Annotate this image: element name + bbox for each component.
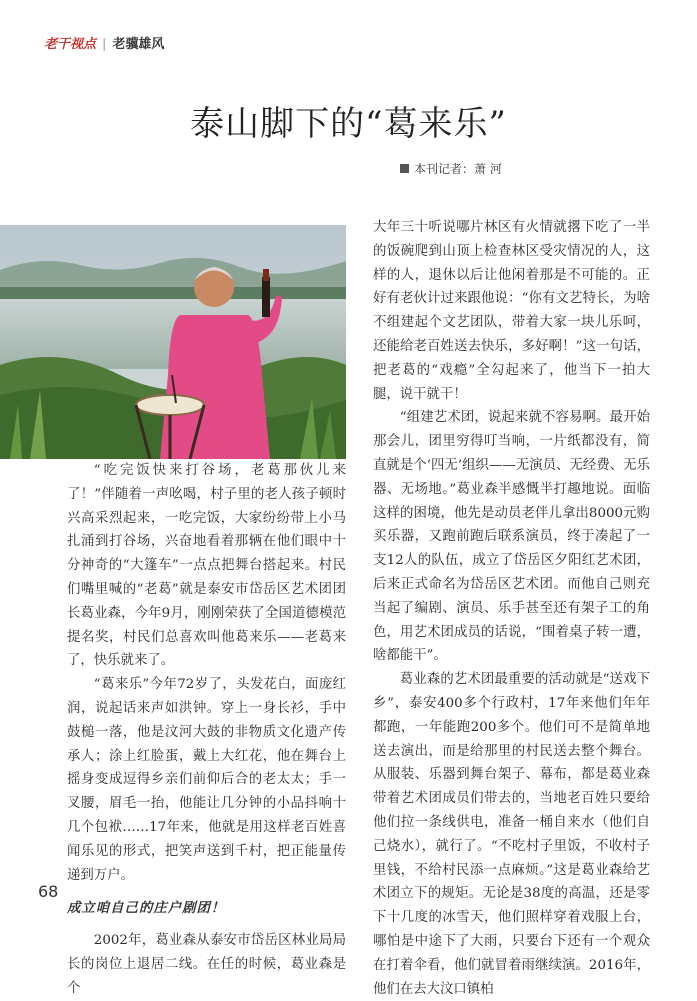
header-separator: | [102, 37, 107, 52]
left-paragraph-2: “葛来乐”今年72岁了，头发花白，面庞红润，说起话来声如洪钟。穿上一身长衫，手中鼓槌一落，他是汶河大鼓的非物质文化遗产传承人；涂上红脸蛋，戴上大红花，他在舞台上摇身变成逗得乡亲们前仰后合的老太太；手一叉腰，眉毛一抬，他能让几分钟的小品抖响十几个包袱……17年来，他就是用这样老百姓喜闻乐见的形式，把笑声送到千村，把正能量传递到万户。 [67, 677, 346, 883]
article-title: 泰山脚下的“葛来乐” [190, 104, 507, 144]
byline [400, 160, 502, 177]
header-column: 老骥雄风 [112, 37, 165, 52]
right-column [373, 216, 650, 1001]
photo-illustration [0, 225, 346, 459]
page-number: 68 [38, 882, 59, 901]
byline-square-icon [400, 164, 409, 173]
right-paragraph-2: 葛业森的艺术团最重要的活动就是“送戏下乡”，泰安400多个行政村，17年来他们年年都跑，一年能跑200多个。他们可不是简单地送去演出，而是给那里的村民送去整个舞台。从服装、乐器到舞台架子、幕布，都是葛业森带着艺术团成员们带去的，当地老百姓只要给他们拉一条线供电，准备一桶自来水（他们自己烧水），就行了。“不吃村子里饭，不收村子里钱，不给村民添一点麻烦。”这是葛业森给艺术团立下的规矩。无论是38度的高温，还是零下十几度的冰雪天，他们照样穿着戏服上台，哪怕是中途下了大雨，只要台下还有一个观众在打着伞看，他们就冒着雨继续演。2016年，他们在去大汶口镇柏 [373, 672, 650, 997]
right-continuation: 大年三十听说哪片林区有火情就撂下吃了一半的饭碗爬到山顶上检查林区受灾情况的人，这样的人，退休以后让他闲着那是不可能的。正好有老伙计过来跟他说：“你有文艺特长，为啥不组建起个文艺团队，带着大家一块儿乐呵，还能给老百姓送去快乐，多好啊！”这一句话，把老葛的“戏瘾”全勾起来了，他当下一拍大腿，说干就干！ [373, 220, 650, 402]
left-paragraph-1: “吃完饭快来打谷场，老葛那伙儿来了！”伴随着一声吆喝，村子里的老人孩子顿时兴高采烈起来，一吃完饭，大家纷纷带上小马扎涌到打谷场，兴奋地看着那辆在他们眼中十分神奇的“大篷车”一点点把舞台搭起来。村民们嘴里喊的“老葛”就是泰安市岱岳区艺术团团长葛业森，今年9月，刚刚荣获了全国道德模范提名奖，村民们总喜欢叫他葛来乐——老葛来了，快乐就来了。 [67, 463, 346, 669]
byline-text: 本刊记者：萧 河 [414, 162, 502, 176]
header-section: 老干视点 [44, 37, 97, 52]
left-column [67, 459, 346, 1001]
right-paragraph-1: “组建艺术团，说起来就不容易啊。最开始那会儿，团里穷得叮当响，一片纸都没有，简直就是个‘四无’组织——无演员、无经费、无乐器、无场地。”葛业森半感慨半打趣地说。面临这样的困境，他先是动员老伴儿拿出8000元购买乐器，又跑前跑后联系演员，终于凑起了一支12人的队伍，成立了岱岳区夕阳红艺术团，后来正式命名为岱岳区艺术团。而他自己则充当起了编剧、演员、乐手甚至还有架子工的角色，用艺术团成员的话说，“围着桌子转一遭，啥都能干”。 [373, 410, 650, 664]
article-photo [0, 225, 346, 459]
subheading: 成立咱自己的庄户剧团！ [67, 900, 226, 917]
running-header [44, 33, 164, 52]
left-paragraph-3: 2002年，葛业森从泰安市岱岳区林业局局长的岗位上退居二线。在任的时候，葛业森是个 [67, 933, 346, 996]
